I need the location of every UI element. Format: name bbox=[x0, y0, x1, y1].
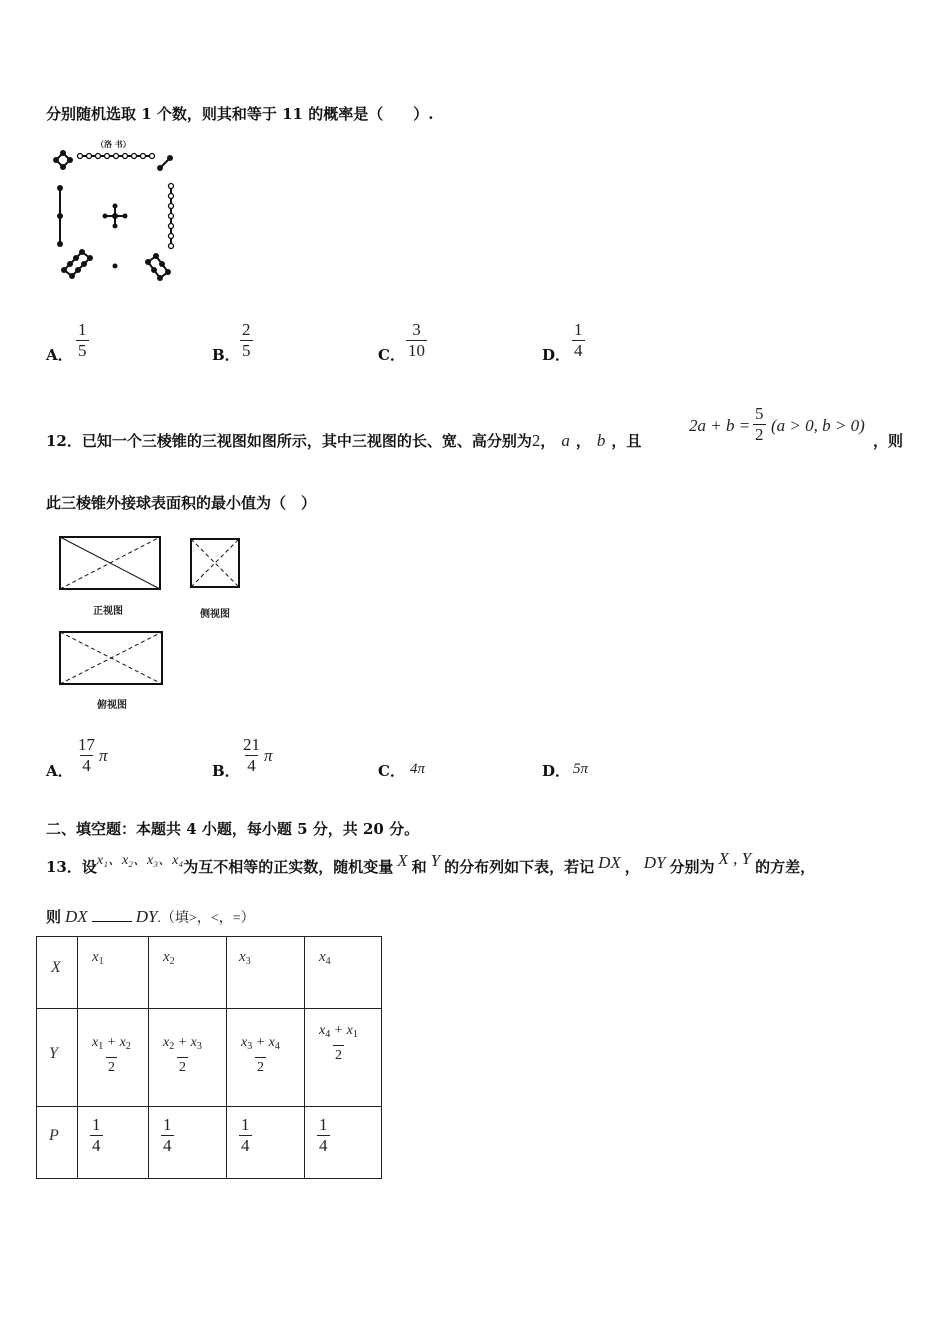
row-label-p: P bbox=[37, 1107, 78, 1179]
cell-x3: $x_3$ bbox=[227, 937, 305, 1009]
front-view-label: 正视图 bbox=[93, 606, 123, 617]
distribution-table bbox=[36, 936, 382, 1179]
q12-option-a-pi: π bbox=[99, 746, 108, 765]
cell-p2: $\frac{1}{4}$ bbox=[149, 1107, 227, 1179]
luoshu-figure bbox=[50, 138, 185, 288]
q12-option-d-value: 5π bbox=[573, 761, 589, 777]
q12-option-a-label: A． bbox=[46, 762, 73, 780]
cell-y4: $\frac{x_4 + x_1}{2}$ bbox=[305, 1009, 382, 1107]
q11-option-c-value: $\frac{3}{10}$ bbox=[408, 320, 425, 360]
q13-stem-line1: 13．设x₁、x₂、x₃、x₄为互不相等的正实数，随机变量 X 和 Y 的分布列如下表，若记 DX ， DY 分别为 X , Y 的方差， bbox=[46, 849, 816, 876]
q12-option-b-value: $\frac{21}{4}$ bbox=[243, 735, 260, 775]
q12-equation-condition: (a > 0, b > 0) bbox=[771, 416, 865, 435]
cell-p1: $\frac{1}{4}$ bbox=[78, 1107, 149, 1179]
q11-stem: 分别随机选取 1 个数，则其和等于 11 的概率是（ ）. bbox=[46, 105, 434, 123]
row-label-y: Y bbox=[37, 1009, 78, 1107]
q12-equation-left: 2a + b = bbox=[689, 416, 751, 435]
q12-option-c-label: C． bbox=[378, 762, 405, 780]
top-view-label: 俯视图 bbox=[97, 700, 127, 711]
q11-option-a-label: A． bbox=[46, 346, 73, 364]
q12-option-d-label: D． bbox=[542, 762, 571, 780]
cell-y1: $\frac{x_1 + x_2}{2}$ bbox=[78, 1009, 149, 1107]
q12-stem-line2: 此三棱锥外接球表面积的最小值为（ ） bbox=[46, 494, 317, 512]
cell-x2: $x_2$ bbox=[149, 937, 227, 1009]
q12-option-b-pi: π bbox=[264, 746, 273, 765]
q12-option-c-value: 4π bbox=[410, 761, 426, 777]
q12-equation-fraction: $\frac{5}{2}$ bbox=[755, 404, 764, 444]
q12-option-b-label: B． bbox=[212, 762, 240, 780]
q11-option-b-label: B． bbox=[212, 346, 240, 364]
q12-option-a-value: $\frac{17}{4}$ bbox=[78, 735, 95, 775]
side-view-figure bbox=[189, 537, 241, 589]
q11-option-d-label: D． bbox=[542, 346, 571, 364]
table-row-x bbox=[37, 937, 382, 1009]
q13-stem-line2: 则 DX DY.（填>，<，=） bbox=[46, 907, 255, 926]
q11-option-b-value: $\frac{2}{5}$ bbox=[242, 320, 251, 360]
cell-p3: $\frac{1}{4}$ bbox=[227, 1107, 305, 1179]
q12-stem-line1: 12．已知一个三棱锥的三视图如图所示，其中三视图的长、宽、高分别为2， a ， b ，且 bbox=[46, 431, 642, 450]
cell-x1: $x_1$ bbox=[78, 937, 149, 1009]
front-view-figure bbox=[58, 535, 162, 591]
table-row-y bbox=[37, 1009, 382, 1107]
side-view-label: 侧视图 bbox=[200, 609, 230, 620]
cell-p4: $\frac{1}{4}$ bbox=[305, 1107, 382, 1179]
row-label-x: X bbox=[37, 937, 78, 1009]
section2-heading: 二、填空题：本题共 4 小题，每小题 5 分，共 20 分。 bbox=[46, 820, 420, 838]
top-view-figure bbox=[58, 630, 164, 686]
cell-y2: $\frac{x_2 + x_3}{2}$ bbox=[149, 1009, 227, 1107]
q11-option-c-label: C． bbox=[378, 346, 405, 364]
q11-option-d-value: $\frac{1}{4}$ bbox=[574, 320, 583, 360]
q12-stem-end: ，则 bbox=[873, 432, 904, 450]
table-row-p bbox=[37, 1107, 382, 1179]
cell-y3: $\frac{x_3 + x_4}{2}$ bbox=[227, 1009, 305, 1107]
cell-x4: $x_4$ bbox=[305, 937, 382, 1009]
answer-blank[interactable] bbox=[92, 921, 132, 922]
q11-option-a-value: $\frac{1}{5}$ bbox=[78, 320, 87, 360]
luoshu-caption: （洛 书） bbox=[96, 140, 131, 149]
